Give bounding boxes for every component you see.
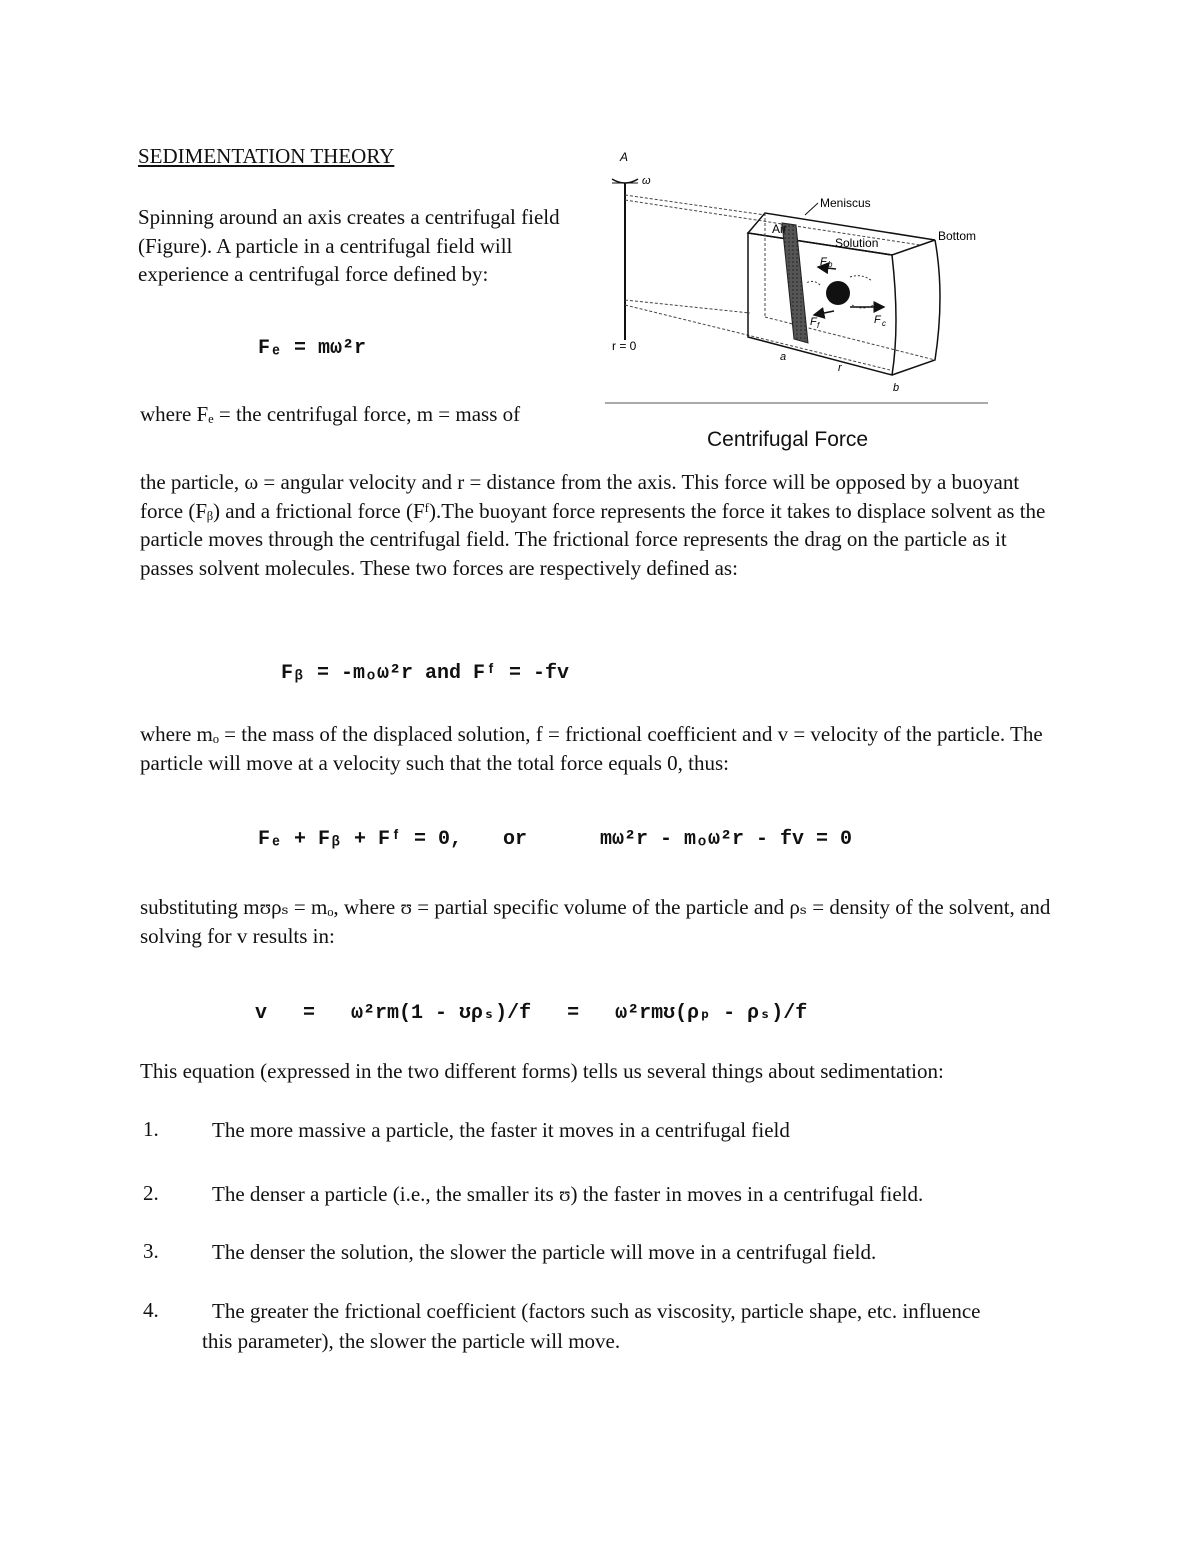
- list-item-text: The denser the solution, the slower the particle will move in a centrifugal field.: [212, 1240, 877, 1264]
- rotation-arrow-icon: [612, 179, 638, 183]
- where-centrifugal-text: where Fₑ = the centrifugal force, m = mass of: [140, 402, 521, 426]
- list-item-number: 4.: [143, 1298, 159, 1322]
- ff-label: F: [810, 316, 817, 328]
- list-item-text: The denser a particle (i.e., the smaller its ʊ) the faster in moves in a centrifugal field.: [212, 1182, 924, 1206]
- equation-or: or: [503, 828, 528, 851]
- r-label: r: [838, 362, 842, 374]
- fc-sub-label: c: [882, 319, 886, 328]
- list-item-text: The greater the frictional coefficient (factors such as viscosity, particle shape, etc. influence this parameter), the slower the particle will move.: [202, 1299, 981, 1353]
- forces-paragraph: the particle, ω = angular velocity and r = distance from the axis. This force will be opposed by a buoyant force (Fᵦ) and a frictional force (Fᶠ).The buoyant force represents the force it takes to displace solvent as the particle moves through the centrifugal field. The frictional force represents the drag on the particle as it passes solvent molecules. These two forces are respectively defined as:: [140, 470, 1046, 580]
- r-zero-label: r = 0: [612, 339, 637, 353]
- air-label: Air: [772, 222, 787, 236]
- centrifugal-figure: [600, 145, 1000, 410]
- ff-sub-label: f: [817, 321, 820, 330]
- fc-label: F: [874, 314, 881, 326]
- list-item-text: The more massive a particle, the faster it moves in a centrifugal field: [212, 1118, 790, 1142]
- equation-velocity: v = ω²rm(1 - ʊρₛ)/f = ω²rmʊ(ρₚ - ρₛ)/f: [255, 1002, 808, 1025]
- omega-label: ω: [642, 175, 651, 187]
- equation-buoyant-frictional: Fᵦ = -mₒω²r and Fᶠ = -fv: [281, 662, 570, 685]
- particle-shape: [826, 281, 850, 305]
- page-title: SEDIMENTATION THEORY: [138, 144, 395, 168]
- b-label: b: [893, 382, 900, 394]
- displaced-solution-paragraph: where mₒ = the mass of the displaced solution, f = frictional coefficient and v = velocity of the particle. The particle will move at a velocity such that the total force equals 0, thus:: [140, 722, 1043, 775]
- axis-label: A: [620, 150, 629, 164]
- fb-label: F: [820, 256, 827, 268]
- a-label: a: [780, 351, 787, 363]
- centrifuge-cell-diagram: [600, 145, 1000, 410]
- meniscus-label: Meniscus: [820, 196, 871, 210]
- intro-paragraph: Spinning around an axis creates a centrifugal field (Figure). A particle in a centrifugal field will experience a centrifugal force defined by:: [138, 205, 560, 286]
- figure-caption: Centrifugal Force: [707, 428, 869, 451]
- list-item-number: 3.: [143, 1239, 159, 1263]
- implications-intro: This equation (expressed in the two different forms) tells us several things about sedimentation:: [140, 1059, 944, 1083]
- list-item-number: 1.: [143, 1117, 159, 1141]
- bottom-label: Bottom: [938, 229, 977, 243]
- frictional-force-arrow: [814, 311, 834, 315]
- equation-centrifugal-force: Fₑ = mω²r: [258, 337, 367, 360]
- equation-force-sum: Fₑ + Fᵦ + Fᶠ = 0,: [258, 828, 463, 851]
- equation-force-balance: mω²r - mₒω²r - fv = 0: [600, 828, 853, 851]
- substitution-paragraph: substituting mʊρₛ = mₒ, where ʊ = partial specific volume of the particle and ρₛ = density of the solvent, and solving for v results in:: [140, 895, 1051, 948]
- fb-sub-label: b: [828, 260, 833, 269]
- list-item-number: 2.: [143, 1181, 159, 1205]
- solution-label: Solution: [835, 236, 879, 250]
